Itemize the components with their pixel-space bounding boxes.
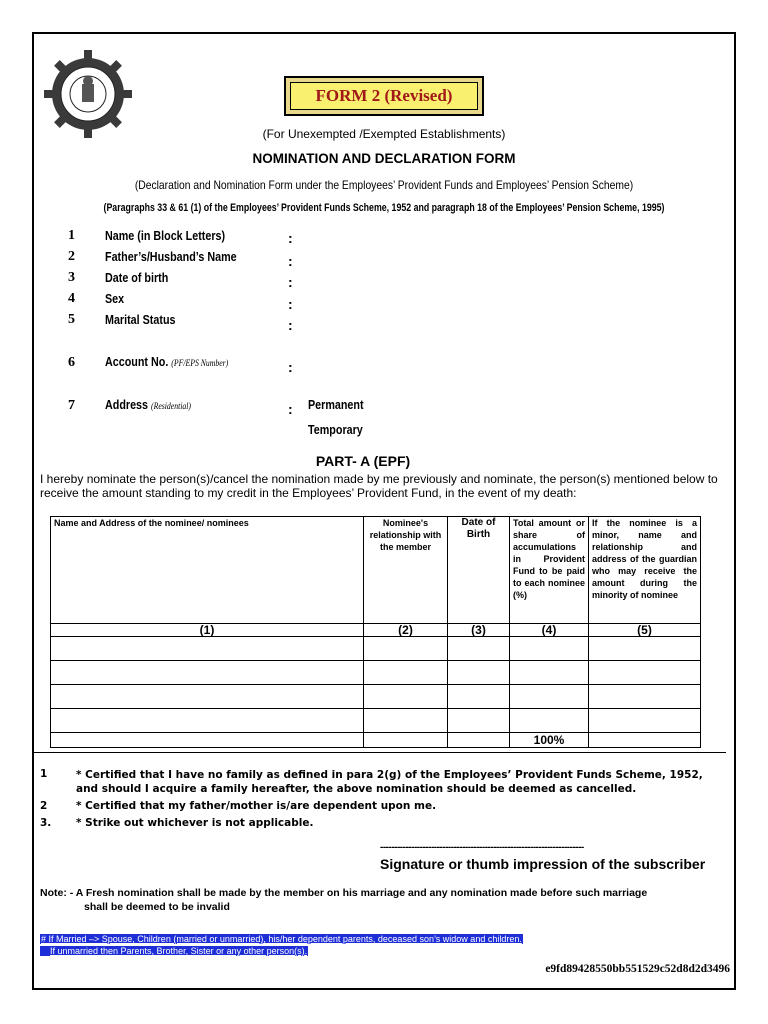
header-guardian: If the nominee is a minor, name and relationship and address of the guardian who may receive the amount during the minority of nominee [589, 517, 701, 624]
table-cell[interactable] [448, 661, 510, 685]
cert-text-1-content: * Certified that I have no family as defined in para 2(g) of the Employees’ Provident Funds Scheme, 1952, and should I acquire a family hereafter, the above nomination should be deemed as cancelled. [76, 769, 703, 795]
account-no-note: (PF/EPS Number) [171, 358, 229, 368]
table-cell [448, 733, 510, 748]
table-cell[interactable] [364, 661, 448, 685]
table-cell[interactable] [448, 685, 510, 709]
field-number-3: 3 [68, 270, 75, 285]
note-line-1: Note: - A Fresh nomination shall be made by the member on his marriage and any nomination made before such marriage [40, 887, 648, 899]
table-column-number-row [51, 624, 701, 637]
field-colon-father-husband: : [288, 253, 293, 269]
column-number-3: (3) [448, 624, 510, 637]
field-colon-address: : [288, 401, 293, 417]
nominee-table [50, 516, 701, 748]
table-header-row [51, 517, 701, 624]
header-date-of-birth: Date of Birth [448, 517, 510, 624]
table-cell[interactable] [448, 637, 510, 661]
table-cell[interactable] [364, 685, 448, 709]
cert-text-1 [76, 768, 716, 796]
field-colon-sex: : [288, 296, 293, 312]
declaration-line: (Declaration and Nomination Form under the Employees’ Provident Funds and Employees’ Pension Scheme) [134, 178, 634, 192]
address-permanent-label: Permanent [308, 398, 364, 412]
signature-dashes: ------------------------------------------------------------------------ [380, 842, 584, 853]
field-label-father-husband: Father’s/Husband’s Name [105, 250, 237, 264]
paragraph-reference: (Paragraphs 33 & 61 (1) of the Employees’ Provident Funds Scheme, 1952 and paragraph 18 of the Employees’ Pension Scheme, 1995) [103, 202, 665, 214]
header-nominee-name-address: Name and Address of the nominee/ nominees [51, 517, 364, 624]
table-cell[interactable] [510, 685, 589, 709]
address-temporary-label: Temporary [308, 423, 363, 437]
table-total-row [51, 733, 701, 748]
column-number-5: (5) [589, 624, 701, 637]
table-cell[interactable] [51, 685, 364, 709]
cert-number-3: 3. [40, 817, 52, 829]
field-label-dob: Date of birth [105, 271, 169, 285]
table-cell [51, 733, 364, 748]
cert-number-2: 2 [40, 800, 48, 812]
table-cell[interactable] [51, 661, 364, 685]
field-label-account-no [105, 355, 228, 369]
field-colon-dob: : [288, 274, 293, 290]
header-share-percent: Total amount or share of accumulations in Provident Fund to be paid to each nominee (%) [510, 517, 589, 624]
cert-text-3: * Strike out whichever is not applicable. [76, 817, 314, 829]
footnote-text-2: If unmarried then Parents, Brother, Sister or any other person(s). [40, 946, 308, 956]
field-colon-marital-status: : [288, 317, 293, 333]
epfo-logo-emblem [44, 50, 132, 138]
field-number-7: 7 [68, 398, 75, 413]
field-label-sex: Sex [105, 292, 125, 306]
header-relationship: Nominee's relationship with the member [364, 517, 448, 624]
signature-label: Signature or thumb impression of the subscriber [380, 856, 706, 872]
separator-line [34, 752, 726, 753]
table-cell[interactable] [589, 637, 701, 661]
table-row [51, 709, 701, 733]
part-a-heading: PART- A (EPF) [315, 453, 411, 469]
table-cell[interactable] [51, 637, 364, 661]
field-colon-name: : [288, 230, 293, 246]
field-colon-account-no: : [288, 359, 293, 375]
footnote-text-1: # If Married –> Spouse, Children (married or unmarried), his/her dependent parents, deceased son’s widow and children. [41, 934, 522, 944]
table-cell[interactable] [510, 661, 589, 685]
column-number-2: (2) [364, 624, 448, 637]
field-number-4: 4 [68, 291, 75, 306]
form-title-box [284, 76, 484, 116]
column-number-1: (1) [51, 624, 364, 637]
table-cell[interactable] [510, 709, 589, 733]
form-subtitle: (For Unexempted /Exempted Establishments) [262, 127, 506, 141]
table-cell[interactable] [51, 709, 364, 733]
field-label-address [105, 398, 191, 412]
address-note: (Residential) [151, 401, 192, 411]
table-cell[interactable] [364, 637, 448, 661]
total-percent: 100% [510, 733, 589, 748]
table-cell[interactable] [364, 709, 448, 733]
table-cell [364, 733, 448, 748]
table-cell [589, 733, 701, 748]
field-number-1: 1 [68, 228, 75, 243]
table-cell[interactable] [510, 637, 589, 661]
table-cell[interactable] [589, 661, 701, 685]
cert-number-1: 1 [40, 768, 48, 780]
column-number-4: (4) [510, 624, 589, 637]
document-id: e9fd89428550bb551529c52d8d2d3496 [545, 963, 730, 975]
table-cell[interactable] [589, 709, 701, 733]
table-cell[interactable] [589, 685, 701, 709]
form-heading: NOMINATION AND DECLARATION FORM [252, 151, 516, 166]
form-title: FORM 2 (Revised) [315, 86, 453, 105]
field-number-6: 6 [68, 355, 75, 370]
field-number-5: 5 [68, 312, 75, 327]
table-row [51, 661, 701, 685]
cert-text-2: * Certified that my father/mother is/are dependent upon me. [76, 800, 437, 812]
footnote-line-2 [40, 941, 308, 959]
field-label-name: Name (in Block Letters) [105, 229, 226, 243]
table-row [51, 637, 701, 661]
note-line-2: shall be deemed to be invalid [84, 901, 230, 913]
table-row [51, 685, 701, 709]
table-cell[interactable] [448, 709, 510, 733]
part-a-intro: I hereby nominate the person(s)/cancel the nomination made by me previously and nominate, the person(s) mentioned below to receive the amount standing to my credit in the Employees’ Provident Fund, in the event of my death: [40, 472, 718, 500]
account-no-label: Account No. [105, 355, 169, 369]
field-label-marital-status: Marital Status [105, 313, 176, 327]
address-label: Address [105, 398, 149, 412]
field-number-2: 2 [68, 249, 75, 264]
